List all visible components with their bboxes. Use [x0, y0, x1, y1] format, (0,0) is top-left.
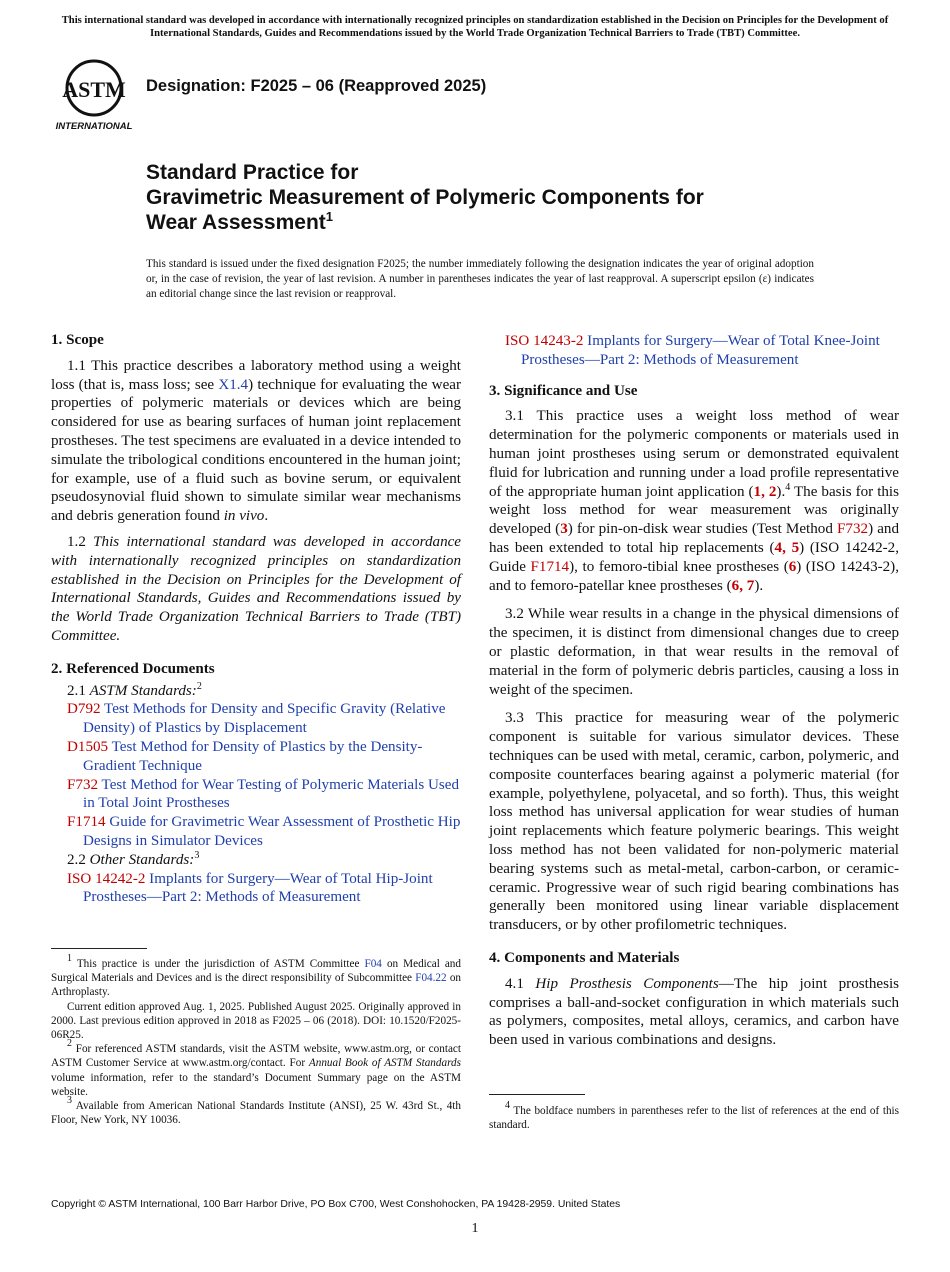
footnote-1: $^1$ This practice is under the jurisdiction of ASTM Committee F04 on Medical and Surgical Materials and Devices and is the direct responsibility of Subcommittee F04.22 on Arthroplasty. [51, 953, 462, 999]
footnote-1-edition: Current edition approved Aug. 1, 2025. Published August 2025. Originally approved in 2000. Last previous edition approved in 2018 as F2025 – 06 (2018). DOI: 10.1520/F2025-06R25. [51, 1000, 461, 1042]
link-f1714[interactable]: F1714 [530, 558, 570, 575]
ref-link[interactable]: 6, 7 [731, 577, 755, 594]
paragraph-1-1: 1.1 This practice describes a laboratory method using a weight loss (that is, mass loss; see X1.4) technique for evaluating the wear properties of polymeric materials or devices which are being considered for use as bearing surfaces of human joint replacement prostheses. The test specimens are evaluated in a device intended to simulate the tribological conditions encountered in the human joint; for example, use of a fluid such as bovine serum, or equivalent pseudosynovial fluid shown to simulate similar wear mechanisms and debris generation found in vivo. [51, 357, 461, 525]
section-heading-components: 4. Components and Materials [489, 949, 680, 966]
ref-link[interactable]: 6 [788, 558, 797, 575]
ref-title-link[interactable]: Implants for Surgery—Wear of Total Knee-Joint Prostheses—Part 2: Methods of Measurement [521, 333, 880, 368]
logo-text: ASTM [62, 77, 126, 102]
logo-subtext: INTERNATIONAL [55, 121, 133, 132]
ref-title-link[interactable]: Test Methods for Density and Specific Gravity (Relative Density) of Plastics by Displacement [83, 701, 446, 737]
section-heading-scope: 1. Scope [51, 332, 104, 348]
footnote-4: $^4$ The boldface numbers in parentheses refer to the list of references at the end of this standard. [489, 1100, 899, 1132]
title-footnote-mark: 1 [325, 209, 333, 224]
paragraph-3-3: 3.3 This practice for measuring wear of the polymeric component is suitable for various simulator devices. These techniques can be used with metal, ceramic, carbon, polymeric, and composite counterfaces bearing against a polymeric material (for example, polyethylene, polyacetal, and so forth). Thus, this weight loss method has universal application for wear studies of human joint replacements which feature polymeric bearings. This weight loss method has not been validated for non-polymeric material bearing systems such as metal-metal, carbon-carbon, or ceramic-ceramic. Progressive wear of such rigid bearing combinations has generally been monitored using linear variable displacement transducers, or by other profilometric techniques. [489, 710, 899, 934]
paragraph-3-1: 3.1 This practice uses a weight loss method of wear determination for the polymeric components or materials used in human joint prostheses using serum or demonstrated equivalent fluid for lubrication and running under a load profile representative of the appropriate human joint application (1, 2).$^4$ The basis for this weight loss method for wear measurement was originally developed (3) for pin-on-disk wear studies (Test Method F732) and has been extended to total hip replacements (4, 5) (ISO 14242-2, Guide F1714), to femoro-tibial knee prostheses (6) (ISO 14243-2), and to femoro-patellar knee prostheses (6, 7). [489, 408, 900, 594]
section-heading-referenced: 2. Referenced Documents [51, 660, 215, 677]
link-f04-22[interactable]: F04.22 [415, 972, 447, 985]
copyright-notice: Copyright © ASTM International, 100 Barr Harbor Drive, PO Box C700, West Conshohocken, PA 19428-2959. United States [51, 1199, 621, 1210]
paragraph-1-2: 1.2 This international standard was developed in accordance with internationally recognized principles on standardization established in the Decision on Principles for the Development of International Standards, Guides and Recommendations issued by the World Trade Organization Technical Barriers to Trade (TBT) Committee. [51, 533, 462, 644]
title-line-1: Standard Practice for [146, 161, 359, 184]
ref-code-link[interactable]: ISO 14242-2 [67, 870, 146, 887]
ref-title-link[interactable]: Test Method for Wear Testing of Polymeric Materials Used in Total Joint Prostheses [83, 776, 459, 812]
link-f04[interactable]: F04 [364, 958, 382, 970]
ref-code-link[interactable]: D1505 [67, 738, 109, 755]
page-number: 1 [471, 1221, 479, 1236]
left-column [51, 331, 461, 907]
ref-link[interactable]: 1, 2 [753, 483, 777, 500]
ref-code-link[interactable]: ISO 14243-2 [505, 333, 584, 349]
ref-code-link[interactable]: F732 [67, 776, 99, 793]
link-x1-4[interactable]: X1.4 [218, 376, 249, 393]
link-f732[interactable]: F732 [837, 521, 869, 538]
right-column [489, 332, 899, 1050]
ref-item [51, 700, 461, 738]
ref-link[interactable]: 4, 5 [774, 539, 800, 556]
ref-item [51, 776, 461, 814]
ref-link[interactable]: 3 [560, 521, 568, 538]
title-line-3: Wear Assessment [146, 211, 326, 234]
designation: Designation: F2025 – 06 (Reapproved 2025) [146, 77, 487, 95]
astm-refs-list [51, 700, 461, 850]
ref-code-link[interactable]: F1714 [67, 814, 106, 831]
paragraph-3-2: 3.2 While wear results in a change in the physical dimensions of the specimen, it is distinct from dimensional changes due to creep or plastic deformation, in that wear results in the removal of material in the form of polymeric debris particles, causing a loss in weight of the specimen. [489, 606, 899, 698]
ref-title-link[interactable]: Guide for Gravimetric Wear Assessment of Prosthetic Hip Designs in Simulator Devices [83, 814, 461, 849]
astm-standards-label: 2.1 ASTM Standards:$^2$ [67, 680, 202, 699]
footnote-2: $^2$ For referenced ASTM standards, visit the ASTM website, www.astm.org, or contact ASTM Customer Service at www.astm.org/contact. For Annual Book of ASTM Standards volume information, refer to the standard’s Document Summary page on the ASTM website. [51, 1038, 461, 1098]
footnote-rule-left [51, 948, 147, 949]
other-standards-label: 2.2 Other Standards:$^3$ [67, 849, 200, 868]
footnotes-left [51, 953, 462, 1127]
development-notice: This international standard was developed in accordance with internationally recognized principles on standardization established in the Decision on Principles for the Development of International Standards, Guides and Recommendations issued by the World Trade Organization Technical Barriers to Trade (TBT) Committee. [61, 15, 889, 39]
astm-logo [54, 58, 134, 132]
issued-note: This standard is issued under the fixed designation F2025; the number immediately following the designation indicates the year of original adoption or, in the case of revision, the year of last revision. A number in parentheses indicates the year of last reapproval. A superscript epsilon (ε) indicates an editorial change since the last revision or reapproval. [146, 258, 814, 300]
ref-item [51, 870, 461, 908]
ref-item [51, 738, 461, 776]
footnote-3: $^3$ Available from American National Standards Institute (ANSI), 25 W. 43rd St., 4th Floor, New York, NY 10036. [51, 1095, 461, 1127]
ref-title-link[interactable]: Test Method for Density of Plastics by the Density-Gradient Technique [83, 738, 423, 774]
section-heading-significance: 3. Significance and Use [489, 382, 638, 399]
ref-item [51, 813, 461, 851]
footnote-rule-right [489, 1094, 585, 1095]
footnotes-right [489, 1100, 899, 1132]
title-line-2: Gravimetric Measurement of Polymeric Components for [146, 186, 704, 209]
ref-code-link[interactable]: D792 [67, 701, 101, 718]
paragraph-4-1: 4.1 Hip Prosthesis Components—The hip joint prosthesis comprises a ball-and-socket configuration in which materials such as polymers, composites, metal alloys, ceramics, and carbon have been used in various combinations and designs. [489, 975, 900, 1049]
document-title [146, 160, 846, 235]
ref-title-link[interactable]: Implants for Surgery—Wear of Total Hip-Joint Prostheses—Part 2: Methods of Measurement [83, 870, 433, 906]
ref-item [489, 332, 899, 370]
